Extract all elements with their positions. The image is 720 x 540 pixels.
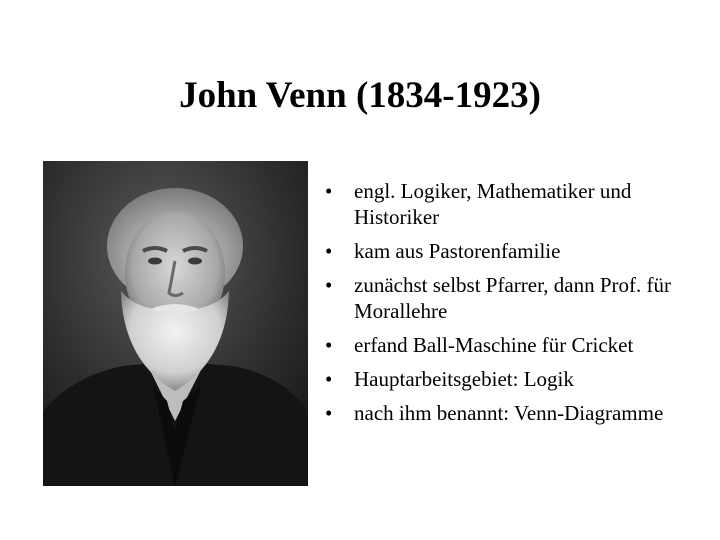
- bullet-text: Hauptarbeitsgebiet: Logik: [354, 367, 574, 391]
- bullet-symbol: •: [325, 273, 333, 297]
- bullet-item: [322, 332, 692, 358]
- bullet-item: [322, 366, 692, 392]
- bullet-list: [322, 178, 692, 434]
- bullet-item: [322, 272, 692, 324]
- bullet-symbol: •: [325, 401, 333, 425]
- bullet-item: [322, 400, 692, 426]
- bullet-item: [322, 238, 692, 264]
- bullet-text: engl. Logiker, Mathematiker und Historiker: [354, 179, 632, 229]
- bullet-text: kam aus Pastorenfamilie: [354, 239, 561, 263]
- bullet-text: erfand Ball-Maschine für Cricket: [354, 333, 634, 357]
- bullet-symbol: •: [325, 239, 333, 263]
- bullet-text: nach ihm benannt: Venn-Diagramme: [354, 401, 664, 425]
- bullet-symbol: •: [325, 333, 333, 357]
- portrait-photo: [43, 161, 308, 486]
- bullet-symbol: •: [325, 367, 333, 391]
- slide-title: John Venn (1834-1923): [179, 75, 541, 116]
- bullet-item: [322, 178, 692, 230]
- bullet-text: zunächst selbst Pfarrer, dann Prof. für Morallehre: [354, 273, 671, 323]
- bullet-symbol: •: [325, 179, 333, 203]
